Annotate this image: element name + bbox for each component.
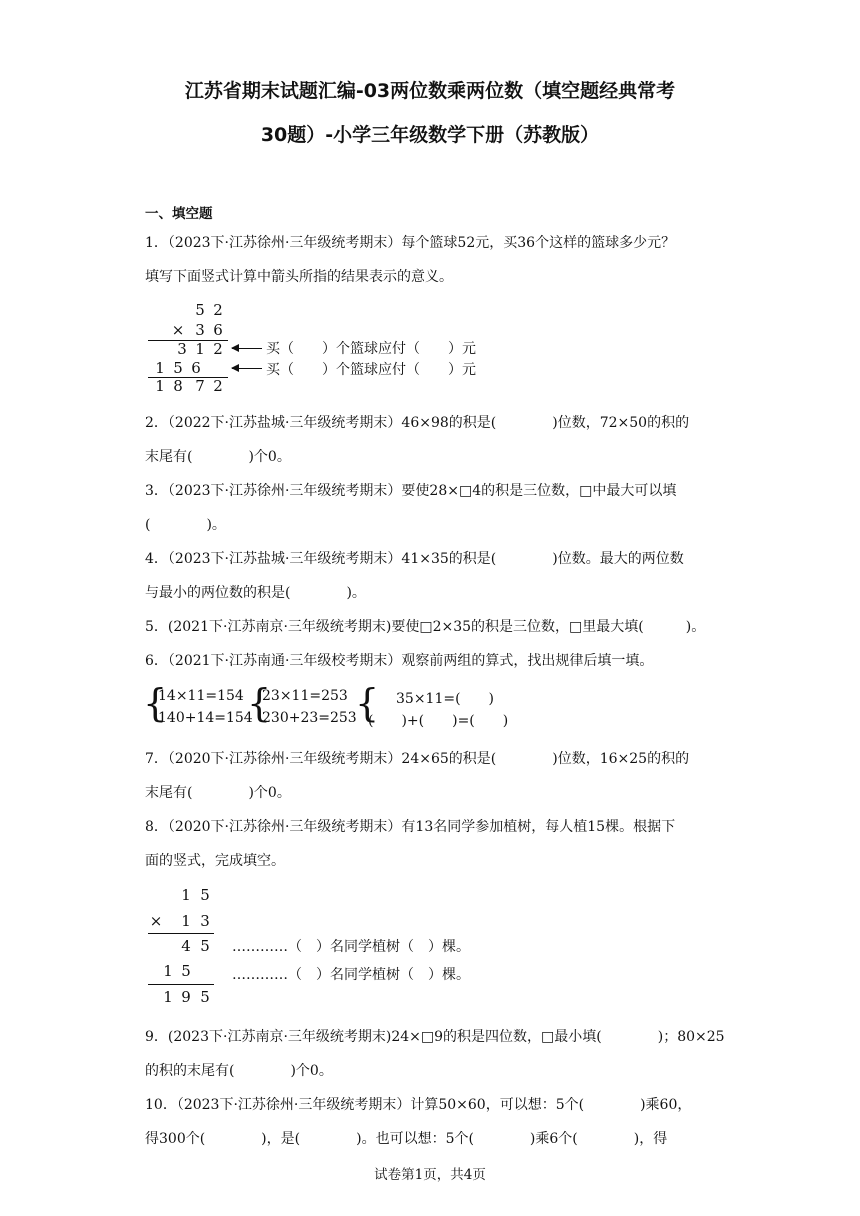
q6-brace: { — [247, 681, 272, 725]
q6-brace: { — [355, 681, 380, 725]
q1-digit: 6 — [191, 359, 201, 377]
q8-annotation-1: …………（ ）名同学植树（ ）棵。 — [232, 939, 470, 955]
q7-text-1: 7．（2020下·江苏徐州·三年级统考期末）24×65的积是( )位数，16×25的积的 — [145, 751, 690, 767]
q8-digit: 5 — [200, 886, 210, 904]
q8-digit: 3 — [200, 912, 210, 930]
q7-text-2: 末尾有( )个0。 — [145, 785, 291, 801]
q6-group3-a: 35×11=( ) — [396, 691, 495, 707]
q8-digit: 5 — [181, 962, 191, 980]
q1-annotation-2: 买（ ）个篮球应付（ ）元 — [266, 362, 476, 378]
q1-digit: 1 — [155, 377, 165, 395]
q6-text-1: 6．（2021下·江苏南通·三年级校考期末）观察前两组的算式，找出规律后填一填。 — [145, 653, 654, 669]
q6-group2-a: 23×11=253 — [262, 688, 348, 704]
q1-digit: 1 — [155, 359, 165, 377]
q1-digit: 2 — [213, 377, 223, 395]
section-heading: 一、填空题 — [145, 206, 213, 222]
q8-digit: 1 — [181, 886, 191, 904]
q9-text-2: 的积的末尾有( )个0。 — [145, 1063, 333, 1079]
q1-digit: 8 — [173, 377, 183, 395]
q8-digit: 1 — [163, 988, 173, 1006]
q8-rule — [148, 984, 214, 985]
q1-digit: 2 — [213, 301, 223, 319]
q1-digit: 1 — [195, 340, 205, 358]
q1-digit: 7 — [195, 377, 205, 395]
q1-arrow-2 — [232, 368, 262, 369]
q6-group1-b: 140+14=154 — [158, 710, 253, 726]
q1-times-sign: × — [171, 321, 185, 339]
q8-rule — [148, 933, 214, 934]
q6-group1-a: 14×11=154 — [158, 688, 244, 704]
q8-digit: 5 — [200, 988, 210, 1006]
q10-text-1: 10．（2023下·江苏徐州·三年级统考期末）计算50×60，可以想：5个( )乘60， — [145, 1097, 692, 1113]
q1-digit: 3 — [195, 321, 205, 339]
q4-text-2: 与最小的两位数的积是( )。 — [145, 585, 366, 601]
q6-brace: { — [143, 681, 168, 725]
q10-text-2: 得300个( )，是( )。也可以想：5个( )乘6个( )，得 — [145, 1131, 668, 1147]
q6-group3-b: ( )+( )=( ) — [368, 713, 509, 729]
q6-group2-b: 230+23=253 — [262, 710, 357, 726]
q1-digit: 6 — [213, 321, 223, 339]
page-footer: 试卷第1页，共4页 — [374, 1167, 486, 1183]
q4-text-1: 4．（2023下·江苏盐城·三年级统考期末）41×35的积是( )位数。最大的两位数 — [145, 551, 684, 567]
q8-annotation-2: …………（ ）名同学植树（ ）棵。 — [232, 967, 470, 983]
q5-text-1: 5．(2021下·江苏南京·三年级统考期末)要使□2×35的积是三位数，□里最大填( )。 — [145, 619, 706, 635]
q1-arrow-1 — [232, 348, 262, 349]
q8-digit: 1 — [163, 962, 173, 980]
q1-digit: 3 — [177, 340, 187, 358]
q3-text-1: 3．（2023下·江苏徐州·三年级统考期末）要使28×□4的积是三位数，□中最大可以填 — [145, 483, 677, 499]
q8-digit: 5 — [200, 937, 210, 955]
q8-digit: 9 — [181, 988, 191, 1006]
q8-digit: 1 — [181, 912, 191, 930]
q2-text-1: 2．（2022下·江苏盐城·三年级统考期末）46×98的积是( )位数，72×50的积的 — [145, 415, 690, 431]
q8-text-2: 面的竖式，完成填空。 — [145, 853, 285, 869]
title-line-2: 30题）-小学三年级数学下册（苏教版） — [260, 124, 600, 146]
q1-annotation-1: 买（ ）个篮球应付（ ）元 — [266, 341, 476, 357]
q8-digit: 4 — [181, 937, 191, 955]
q8-times-sign: × — [149, 912, 163, 930]
q1-digit: 5 — [173, 359, 183, 377]
q1-text-1: 1．（2023下·江苏徐州·三年级统考期末）每个篮球52元，买36个这样的篮球多少元？ — [145, 235, 676, 251]
q8-text-1: 8．（2020下·江苏徐州·三年级统考期末）有13名同学参加植树，每人植15棵。根据下 — [145, 819, 676, 835]
q2-text-2: 末尾有( )个0。 — [145, 449, 291, 465]
q9-text-1: 9．(2023下·江苏南京·三年级统考期末)24×□9的积是四位数，□最小填( )；80×25 — [145, 1029, 725, 1045]
q1-text-2: 填写下面竖式计算中箭头所指的结果表示的意义。 — [145, 269, 453, 285]
q3-text-2: ( )。 — [145, 517, 226, 533]
q1-digit: 2 — [213, 340, 223, 358]
title-line-1: 江苏省期末试题汇编-03两位数乘两位数（填空题经典常考 — [184, 80, 676, 102]
q1-digit: 5 — [195, 301, 205, 319]
